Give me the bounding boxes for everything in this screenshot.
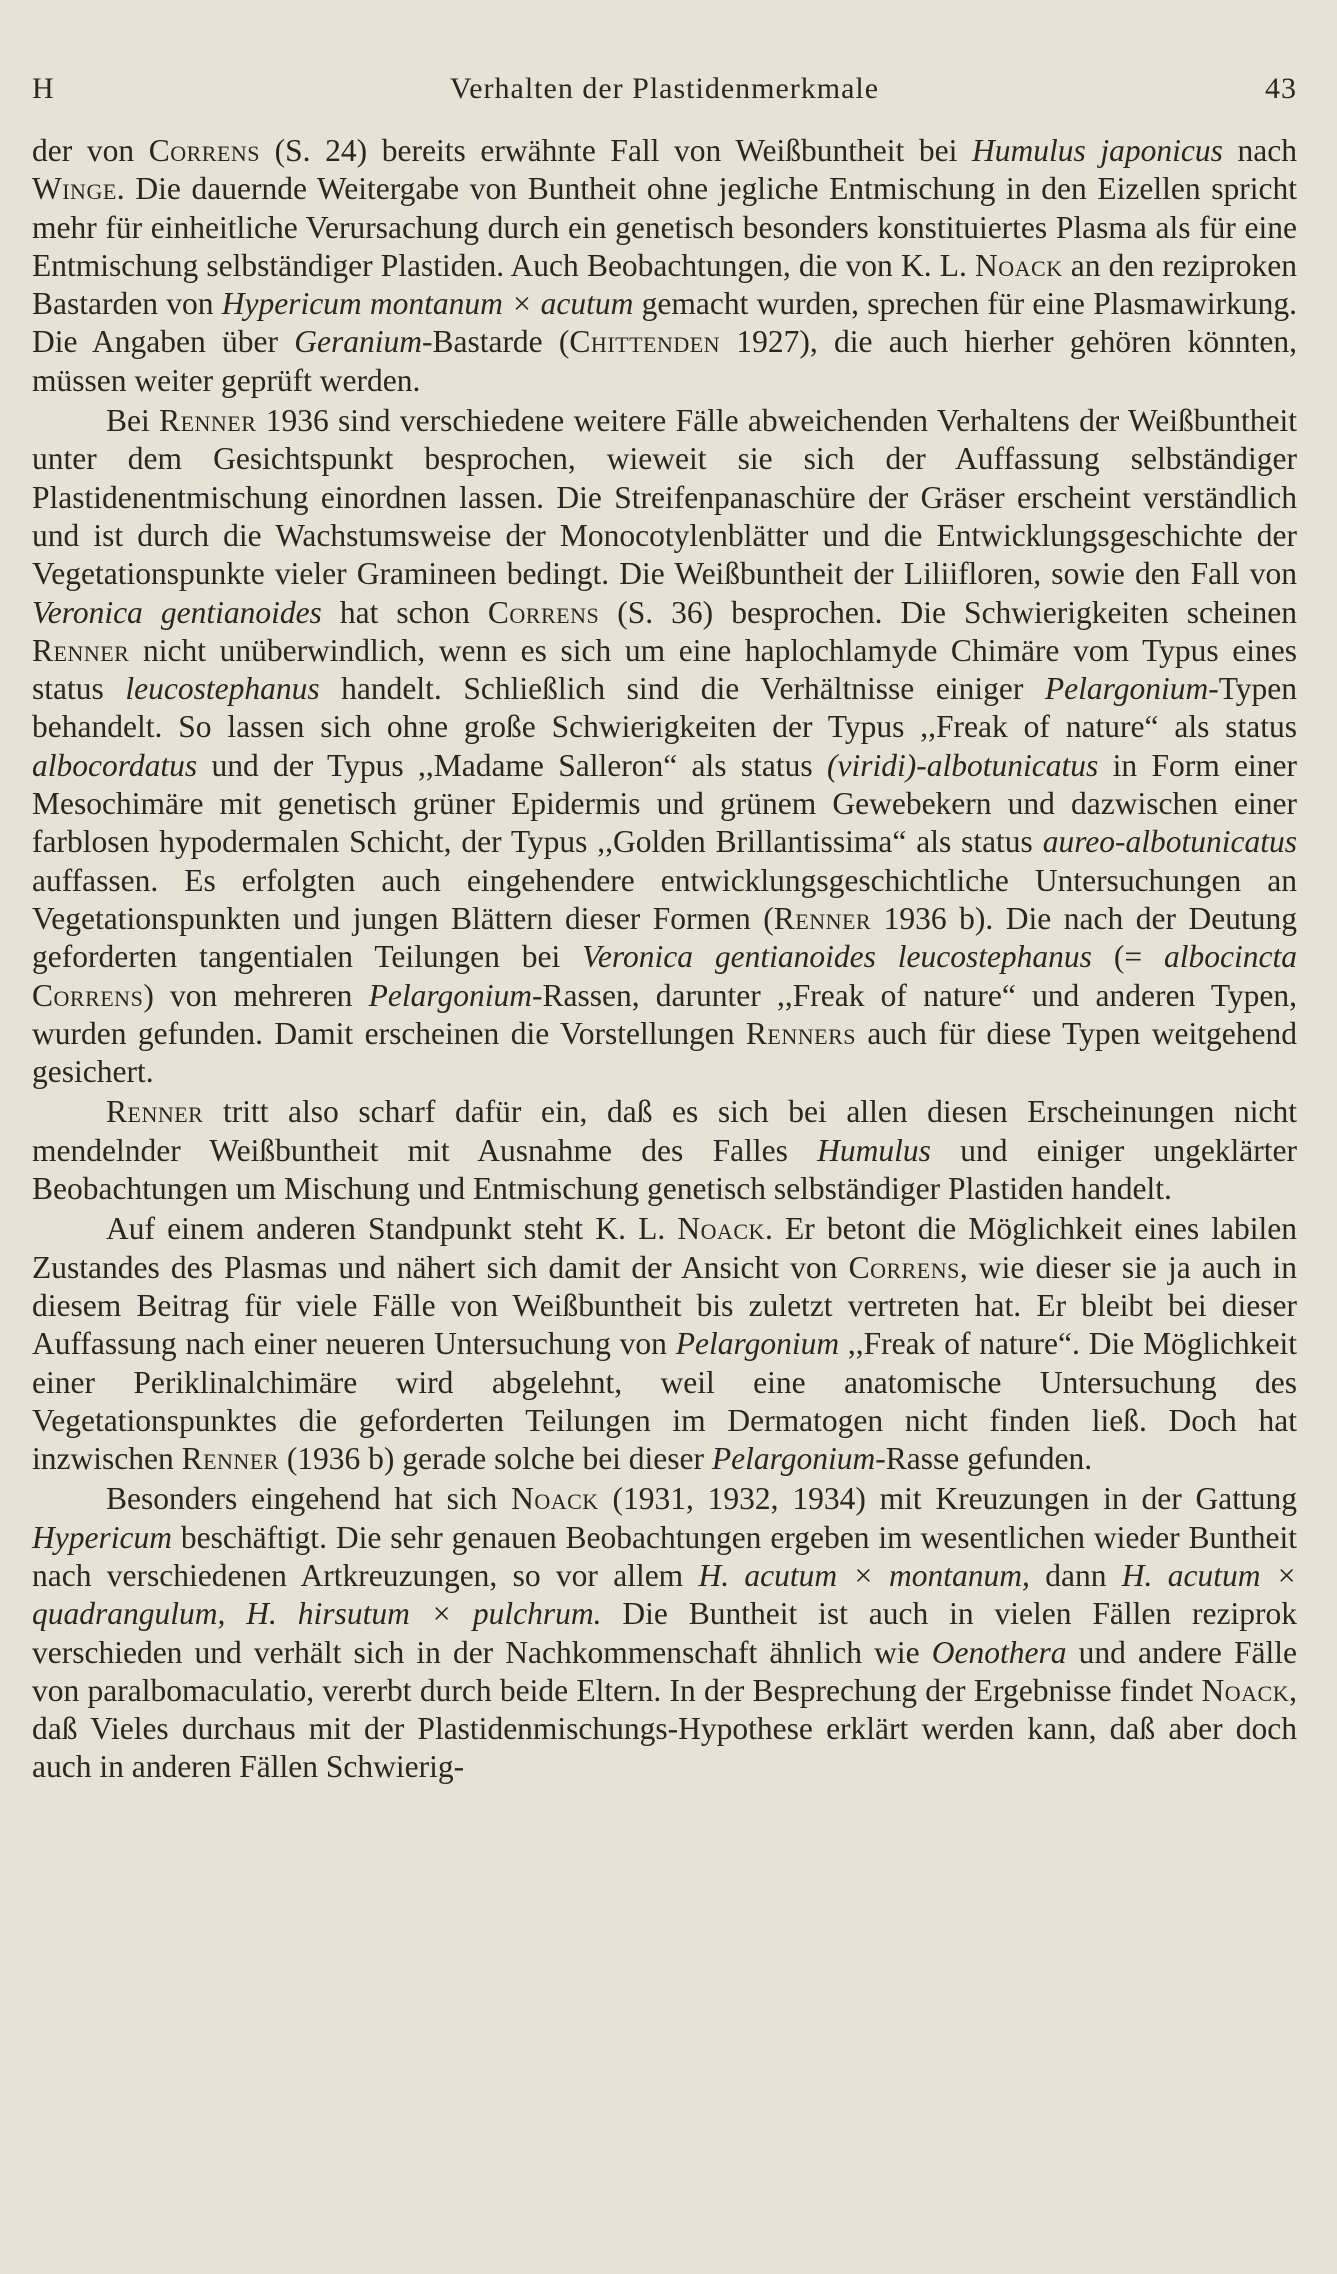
- species-name: Pelargonium: [368, 977, 532, 1013]
- text-run: -Typen behandelt. So lassen sich ohne große Schwierigkeiten der Typus ,,Freak of nature“ als status: [32, 671, 1297, 745]
- species-name: albocincta: [1164, 939, 1297, 975]
- author-name: Chittenden: [569, 324, 721, 360]
- author-name: Noack: [677, 1211, 765, 1247]
- text-run: gemacht wurden, sprechen für eine Plasmawirkung. Die Angaben über: [32, 286, 1297, 360]
- species-name: albocordatus: [32, 747, 198, 783]
- paragraph-3: [32, 1093, 1297, 1208]
- text-run: ) von mehreren: [143, 977, 369, 1013]
- text-run: ,,Freak of nature“. Die Möglichkeit einer Periklinalchimäre wird abgelehnt, weil eine anatomische Untersuchung des Vegetationspunktes die geforderten Teilungen im Dermatogen nicht finden ließ. Doch hat inzwischen: [32, 1326, 1297, 1477]
- species-name: leucostephanus: [125, 671, 320, 707]
- text-run: 1927), die auch hierher gehören könnten, müssen weiter geprüft werden.: [32, 324, 1297, 398]
- text-run: tritt also scharf dafür ein, daß es sich bei allen diesen Erscheinungen nicht mendelnder Weißbuntheit mit Ausnahme des Falles: [32, 1094, 1297, 1168]
- text-run: beschäftigt. Die sehr genauen Beobachtungen ergeben im wesentlichen wieder Buntheit nach verschiedenen Artkreuzungen, so vor allem: [32, 1519, 1297, 1593]
- text-run: -Rassen, darunter ,,Freak of nature“ und anderen Typen, wurden gefunden. Damit erscheinen die Vorstellungen: [32, 977, 1297, 1051]
- text-run: auch für diese Typen weitgehend gesichert.: [32, 1015, 1297, 1090]
- species-name: Hypericum montanum × acutum: [221, 286, 634, 322]
- species-name: (viridi)-albotunicatus: [827, 747, 1099, 783]
- text-run: und einiger ungeklärter Beobachtungen um Mischung und Entmischung genetisch selbständiger Plastiden handelt.: [32, 1132, 1297, 1207]
- text-run: der von: [32, 133, 149, 168]
- author-name: Renner: [773, 900, 872, 936]
- species-name: Pelargonium: [711, 1441, 876, 1477]
- body-text: [32, 132, 1297, 1787]
- author-name: Renners: [745, 1015, 856, 1051]
- paragraph-5: [32, 1480, 1297, 1786]
- author-name: Noack: [1201, 1672, 1290, 1708]
- text-run: (1931, 1932, 1934) mit Kreuzungen in der Gattung: [598, 1481, 1297, 1517]
- species-name: Oenothera: [931, 1634, 1067, 1670]
- author-name: Correns: [148, 133, 261, 168]
- species-name: Geranium: [294, 324, 422, 360]
- author-name: Correns: [487, 594, 600, 630]
- text-run: hat schon: [321, 594, 488, 630]
- author-name: Renner: [32, 632, 130, 668]
- text-run: handelt. Schließlich sind die Verhältnisse einiger: [319, 671, 1045, 707]
- author-name: Renner: [181, 1441, 279, 1477]
- species-name: Humulus japonicus: [972, 133, 1223, 168]
- text-run: -Bastarde (: [421, 324, 570, 360]
- text-run: dann: [1029, 1557, 1122, 1593]
- text-run: an den reziproken Bastarden von: [32, 247, 1297, 322]
- author-name: Noack: [511, 1481, 599, 1517]
- author-name: Winge: [32, 171, 117, 207]
- text-run: (S. 36) besprochen. Die Schwierigkeiten scheinen: [599, 594, 1297, 630]
- species-name: Veronica gentianoides leucostephanus: [582, 939, 1092, 975]
- text-run: und der Typus ,,Madame Salleron“ als status: [197, 747, 828, 783]
- text-run: Auf einem anderen Standpunkt steht K. L.: [106, 1211, 678, 1247]
- paragraph-1: [32, 132, 1297, 400]
- text-run: 1936 sind verschiedene weitere Fälle abweichenden Verhaltens der Weißbuntheit unter dem Gesichtspunkt besprochen, wieweit sie sich der Auffassung selbständiger Plastidenentmischung einordnen lassen. Die Streifenpanaschüre der Gräser erscheint verständlich und ist durch die Wachstumsweise der Monocotylenblätter und die Entwicklungsgeschichte der Vegetationspunkte vieler Gramineen bedingt. Die Weißbuntheit der Liliifloren, sowie den Fall von: [32, 403, 1297, 592]
- species-name: Veronica gentianoides: [32, 594, 322, 630]
- author-name: Noack: [975, 247, 1063, 283]
- text-run: . Er betont die Möglichkeit eines labilen Zustandes des Plasmas und nähert sich damit der Ansicht von: [32, 1211, 1298, 1285]
- paragraph-2: [32, 402, 1297, 1091]
- text-run: , wie dieser sie ja auch in diesem Beitrag für viele Fälle von Weißbuntheit bis zuletzt vertreten hat. Er bleibt bei dieser Auffassung nach einer neueren Untersuchung von: [32, 1249, 1297, 1362]
- species-name: Humulus: [817, 1132, 931, 1168]
- text-run: -Rasse gefunden.: [875, 1441, 1093, 1477]
- header-title: Verhalten der Plastidenmerkmale: [449, 72, 880, 105]
- species-name: aureo-albotunicatus: [1042, 824, 1297, 860]
- author-name: Correns: [848, 1249, 960, 1285]
- author-name: Renner: [106, 1094, 204, 1130]
- text-run: auffassen. Es erfolgten auch eingehendere entwicklungsgeschichtliche Untersuchungen an Vegetationspunkten und jungen Blättern dieser Formen (: [32, 862, 1297, 936]
- text-run: (=: [1091, 939, 1165, 975]
- text-run: nach: [1222, 133, 1297, 168]
- text-run: und andere Fälle von paralbomaculatio, vererbt durch beide Eltern. In der Besprechung der Ergebnisse findet: [32, 1634, 1298, 1708]
- author-name: Correns: [32, 977, 144, 1013]
- text-run: Die Buntheit ist auch in vielen Fällen reziprok verschieden und verhält sich in der Nachkommenschaft ähnlich wie: [32, 1596, 1297, 1670]
- text-run: , daß Vieles durchaus mit der Plastidenmischungs-Hypothese erklärt werden kann, daß aber doch auch in anderen Fällen Schwierig-: [32, 1672, 1297, 1785]
- text-run: Bei: [106, 403, 160, 439]
- species-name: H. acutum × quadrangulum, H. hirsutum × pulchrum.: [32, 1557, 1298, 1632]
- text-run: . Die dauernde Weitergabe von Buntheit ohne jegliche Entmischung in den Eizellen spricht mehr für einheitliche Verursachung durch ein genetisch besonders konstituiertes Plasma als für eine Entmischung selbständiger Plastiden. Auch Beobachtungen, die von K. L.: [32, 171, 1297, 283]
- header-section-letter: H: [32, 72, 55, 105]
- species-name: H. acutum × montanum,: [698, 1557, 1030, 1593]
- species-name: Pelargonium: [675, 1326, 840, 1362]
- text-run: (1936 b) gerade solche bei dieser: [278, 1441, 712, 1477]
- page-number: 43: [1265, 72, 1297, 105]
- text-run: Besonders eingehend hat sich: [106, 1481, 512, 1517]
- author-name: Renner: [159, 403, 257, 439]
- text-run: 1936 b). Die nach der Deutung geforderten tangentialen Teilungen bei: [32, 900, 1298, 975]
- species-name: Pelargonium: [1044, 671, 1209, 707]
- paragraph-4: [32, 1210, 1297, 1478]
- species-name: Hypericum: [32, 1519, 172, 1555]
- text-run: nicht unüberwindlich, wenn es sich um eine haplochlamyde Chimäre vom Typus eines status: [32, 632, 1297, 707]
- text-run: in Form einer Mesochimäre mit genetisch grüner Epidermis und grünem Gewebekern und dazwischen einer farblosen hypodermalen Schicht, der Typus ,,Golden Brillantissima“ als status: [32, 747, 1298, 860]
- running-header: [32, 72, 1297, 122]
- text-run: (S. 24) bereits erwähnte Fall von Weißbuntheit bei: [260, 133, 973, 168]
